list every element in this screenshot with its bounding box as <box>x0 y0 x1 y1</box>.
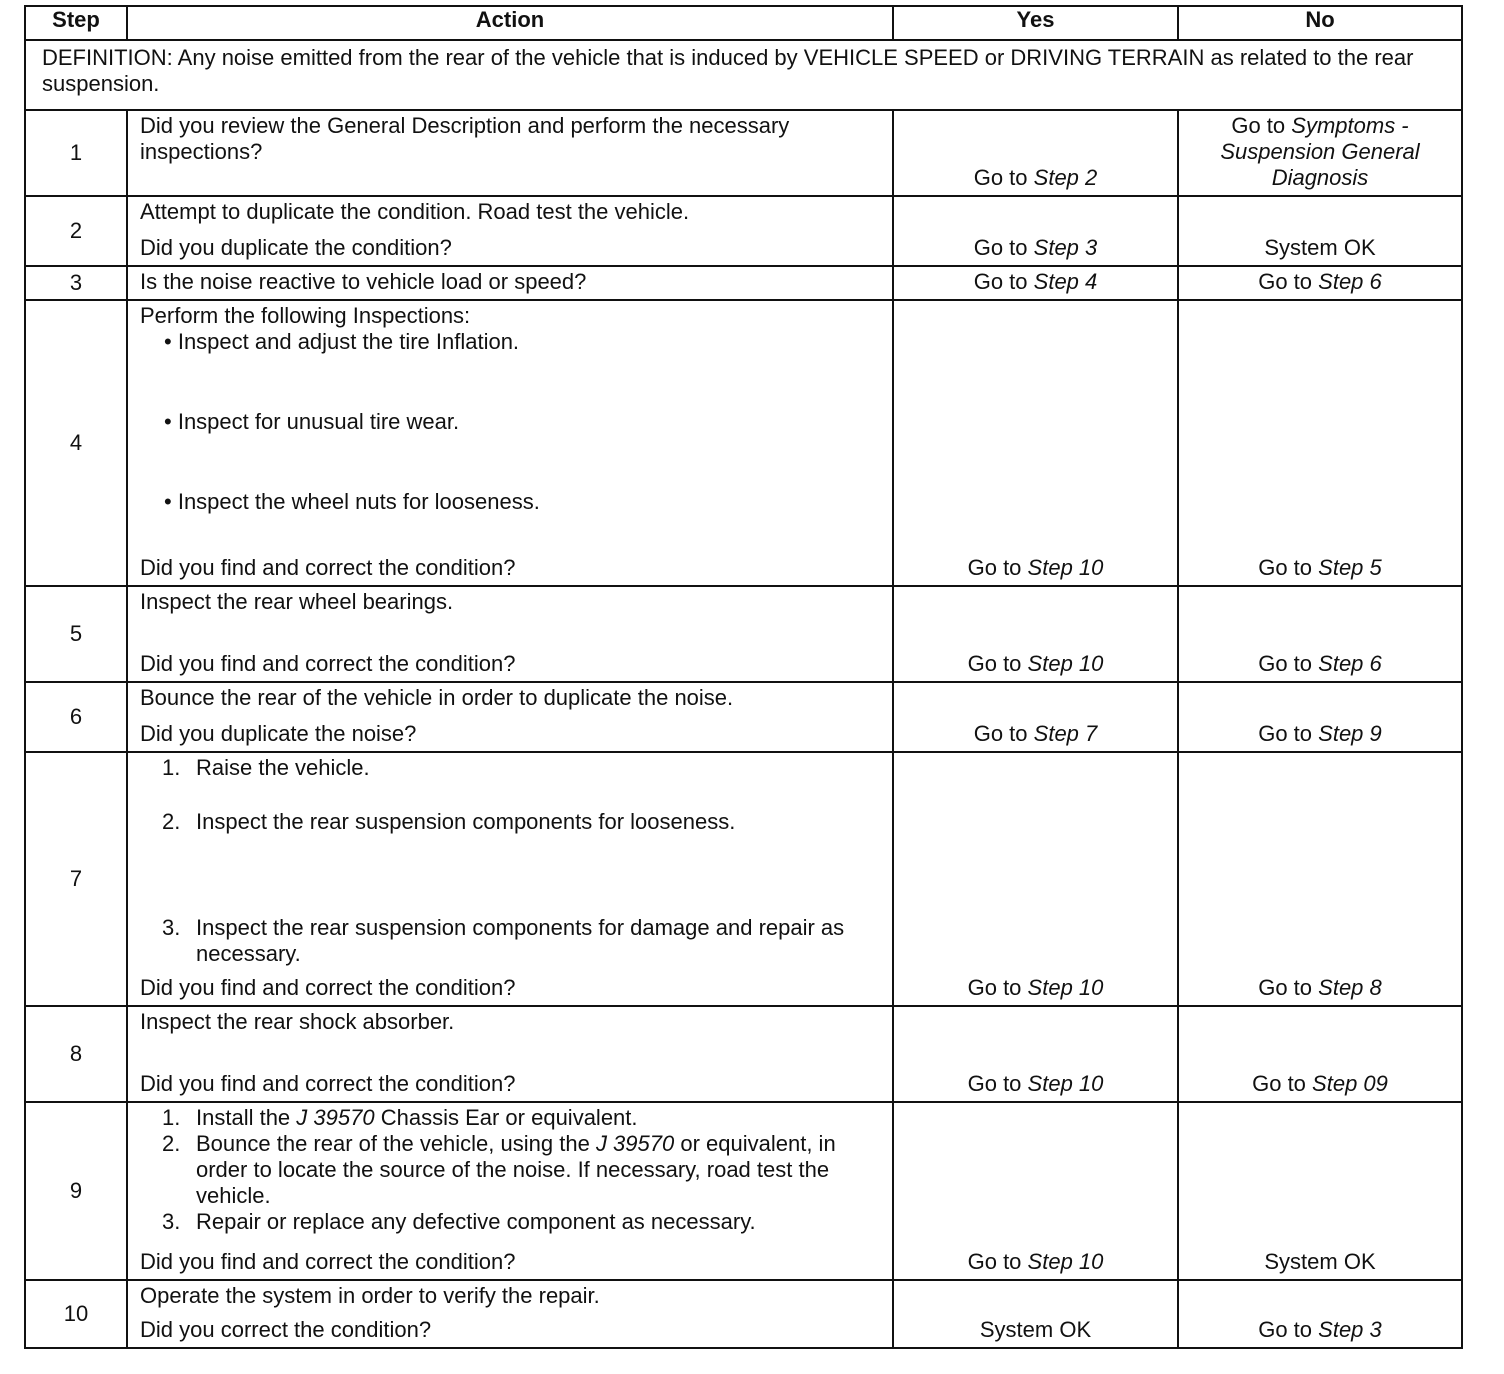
action-cell <box>127 1102 893 1280</box>
question-text: Did you correct the condition? <box>140 1317 432 1342</box>
yes-result: Go to Step 10 <box>893 1006 1178 1102</box>
list-item: 1. Raise the vehicle. <box>162 755 370 780</box>
header-row <box>25 6 1462 40</box>
table-row <box>25 1102 1462 1280</box>
action-text: Inspect the rear shock absorber. <box>140 1009 455 1034</box>
question-text: Did you find and correct the condition? <box>140 1071 516 1096</box>
no-result: Go to Step 8 <box>1178 752 1462 1006</box>
yes-result: Go to Step 7 <box>893 682 1178 752</box>
header-step: Step <box>25 6 127 40</box>
diagnostic-table <box>24 5 1463 1349</box>
header-action: Action <box>127 6 893 40</box>
step-number: 8 <box>25 1006 127 1102</box>
question-text: Did you duplicate the condition? <box>140 235 452 260</box>
table-row <box>25 300 1462 586</box>
list-item: 2. Bounce the rear of the vehicle, using the J 39570 or equivalent, in order to locate the source of the noise. If necessary, road test the vehicle. <box>162 1131 836 1208</box>
action-cell <box>127 752 893 1006</box>
step-number: 3 <box>25 266 127 300</box>
step-number: 10 <box>25 1280 127 1348</box>
no-result: Go to Step 09 <box>1178 1006 1462 1102</box>
table-row <box>25 1006 1462 1102</box>
question-text: Did you duplicate the noise? <box>140 721 417 746</box>
no-result: Go to Step 6 <box>1178 266 1462 300</box>
question-text: Did you find and correct the condition? <box>140 1249 516 1274</box>
action-cell <box>127 586 893 682</box>
yes-result: Go to Step 4 <box>893 266 1178 300</box>
question-text: Did you find and correct the condition? <box>140 555 516 580</box>
no-result: Go to Step 3 <box>1178 1280 1462 1348</box>
definition-text: DEFINITION: Any noise emitted from the rear of the vehicle that is induced by VEHICLE SPEED or DRIVING TERRAIN as related to the rear suspension. <box>25 40 1462 110</box>
table-row <box>25 196 1462 266</box>
step-number: 4 <box>25 300 127 586</box>
list-item: 1. Install the J 39570 Chassis Ear or equivalent. <box>162 1105 638 1130</box>
no-result: Go to Step 9 <box>1178 682 1462 752</box>
list-item: 3. Inspect the rear suspension components for damage and repair as necessary. <box>162 915 845 966</box>
action-text: Attempt to duplicate the condition. Road test the vehicle. <box>140 199 690 224</box>
list-item: • Inspect for unusual tire wear. <box>164 409 460 434</box>
step-number: 2 <box>25 196 127 266</box>
yes-result: Go to Step 10 <box>893 752 1178 1006</box>
no-result: System OK <box>1178 1102 1462 1280</box>
table-row <box>25 682 1462 752</box>
yes-result: Go to Step 2 <box>893 110 1178 196</box>
action-cell <box>127 1006 893 1102</box>
action-cell <box>127 1280 893 1348</box>
action-text: Is the noise reactive to vehicle load or speed? <box>127 266 893 300</box>
no-result: Go to Symptoms - Suspension General Diagnosis <box>1178 110 1462 196</box>
yes-result: System OK <box>893 1280 1178 1348</box>
list-item: 2. Inspect the rear suspension components for looseness. <box>162 809 736 834</box>
header-yes: Yes <box>893 6 1178 40</box>
action-text: Inspect the rear wheel bearings. <box>140 589 454 614</box>
action-text: Operate the system in order to verify the repair. <box>140 1283 600 1308</box>
action-cell <box>127 300 893 586</box>
action-cell <box>127 196 893 266</box>
table-row <box>25 266 1462 300</box>
step-number: 5 <box>25 586 127 682</box>
yes-result: Go to Step 10 <box>893 586 1178 682</box>
definition-row <box>25 40 1462 110</box>
header-no: No <box>1178 6 1462 40</box>
yes-result: Go to Step 10 <box>893 300 1178 586</box>
list-item: • Inspect and adjust the tire Inflation. <box>164 329 520 354</box>
no-result: Go to Step 5 <box>1178 300 1462 586</box>
table-row <box>25 110 1462 196</box>
table-row <box>25 1280 1462 1348</box>
list-item: • Inspect the wheel nuts for looseness. <box>164 489 540 514</box>
table-row <box>25 752 1462 1006</box>
no-result: Go to Step 6 <box>1178 586 1462 682</box>
step-number: 7 <box>25 752 127 1006</box>
yes-result: Go to Step 3 <box>893 196 1178 266</box>
question-text: Did you find and correct the condition? <box>140 975 516 1000</box>
action-cell <box>127 682 893 752</box>
action-text: Perform the following Inspections: <box>140 303 471 328</box>
action-text: Bounce the rear of the vehicle in order to duplicate the noise. <box>140 685 734 710</box>
step-number: 6 <box>25 682 127 752</box>
question-text: Did you find and correct the condition? <box>140 651 516 676</box>
step-number: 9 <box>25 1102 127 1280</box>
action-text: Did you review the General Description and perform the necessary inspections? <box>127 110 893 196</box>
no-result: System OK <box>1178 196 1462 266</box>
yes-result: Go to Step 10 <box>893 1102 1178 1280</box>
list-item: 3. Repair or replace any defective component as necessary. <box>162 1209 756 1234</box>
step-number: 1 <box>25 110 127 196</box>
table-row <box>25 586 1462 682</box>
